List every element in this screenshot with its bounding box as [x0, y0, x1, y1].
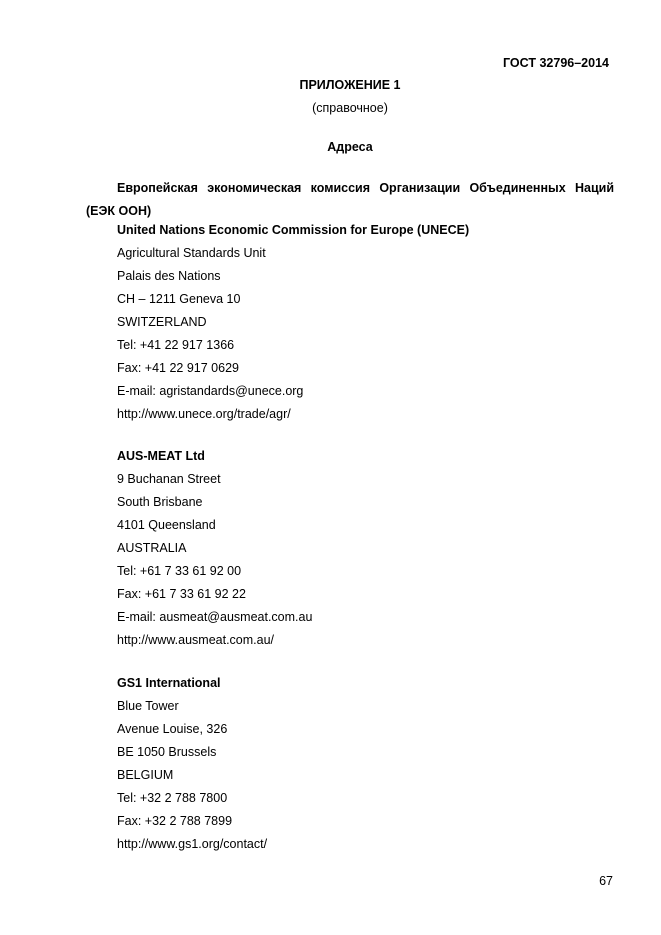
contact-line: 9 Buchanan Street — [117, 472, 221, 486]
contact-line: SWITZERLAND — [117, 315, 207, 329]
contact-block-gs1 — [117, 672, 267, 856]
contact-phone: Tel: +32 2 788 7800 — [117, 791, 228, 805]
contact-block-unece — [117, 219, 469, 426]
intro-organization: Европейская экономическая комиссия Организации Объединенных Наций (ЕЭК ООН) — [86, 181, 614, 218]
contact-line: BE 1050 Brussels — [117, 745, 217, 759]
page-number: 67 — [599, 874, 613, 888]
contact-email[interactable]: E-mail: ausmeat@ausmeat.com.au — [117, 610, 313, 624]
contact-line: BELGIUM — [117, 768, 174, 782]
contact-phone: Tel: +61 7 33 61 92 00 — [117, 564, 242, 578]
document-code: ГОСТ 32796–2014 — [503, 56, 609, 70]
contact-line: South Brisbane — [117, 495, 203, 509]
contact-email[interactable]: E-mail: agristandards@unece.org — [117, 384, 304, 398]
contact-fax: Fax: +32 2 788 7899 — [117, 814, 233, 828]
contact-website[interactable]: http://www.gs1.org/contact/ — [117, 837, 268, 851]
contact-fax: Fax: +41 22 917 0629 — [117, 361, 239, 375]
contact-line: AUSTRALIA — [117, 541, 187, 555]
contact-line: CH – 1211 Geneva 10 — [117, 292, 241, 306]
annex-subtitle: (справочное) — [312, 101, 388, 115]
contact-line: 4101 Queensland — [117, 518, 216, 532]
contact-name: United Nations Economic Commission for Europe (UNECE) — [117, 223, 470, 237]
contact-fax: Fax: +61 7 33 61 92 22 — [117, 587, 246, 601]
contact-website[interactable]: http://www.ausmeat.com.au/ — [117, 633, 275, 647]
contact-block-ausmeat — [117, 445, 312, 652]
contact-line: Agricultural Standards Unit — [117, 246, 266, 260]
section-heading: Адреса — [327, 140, 373, 154]
contact-website[interactable]: http://www.unece.org/trade/agr/ — [117, 407, 291, 421]
contact-line: Avenue Louise, 326 — [117, 722, 228, 736]
contact-name: AUS-MEAT Ltd — [117, 449, 205, 463]
contact-name: GS1 International — [117, 676, 221, 690]
contact-line: Blue Tower — [117, 699, 179, 713]
contact-phone: Tel: +41 22 917 1366 — [117, 338, 235, 352]
annex-title: ПРИЛОЖЕНИЕ 1 — [299, 78, 401, 92]
contact-line: Palais des Nations — [117, 269, 221, 283]
